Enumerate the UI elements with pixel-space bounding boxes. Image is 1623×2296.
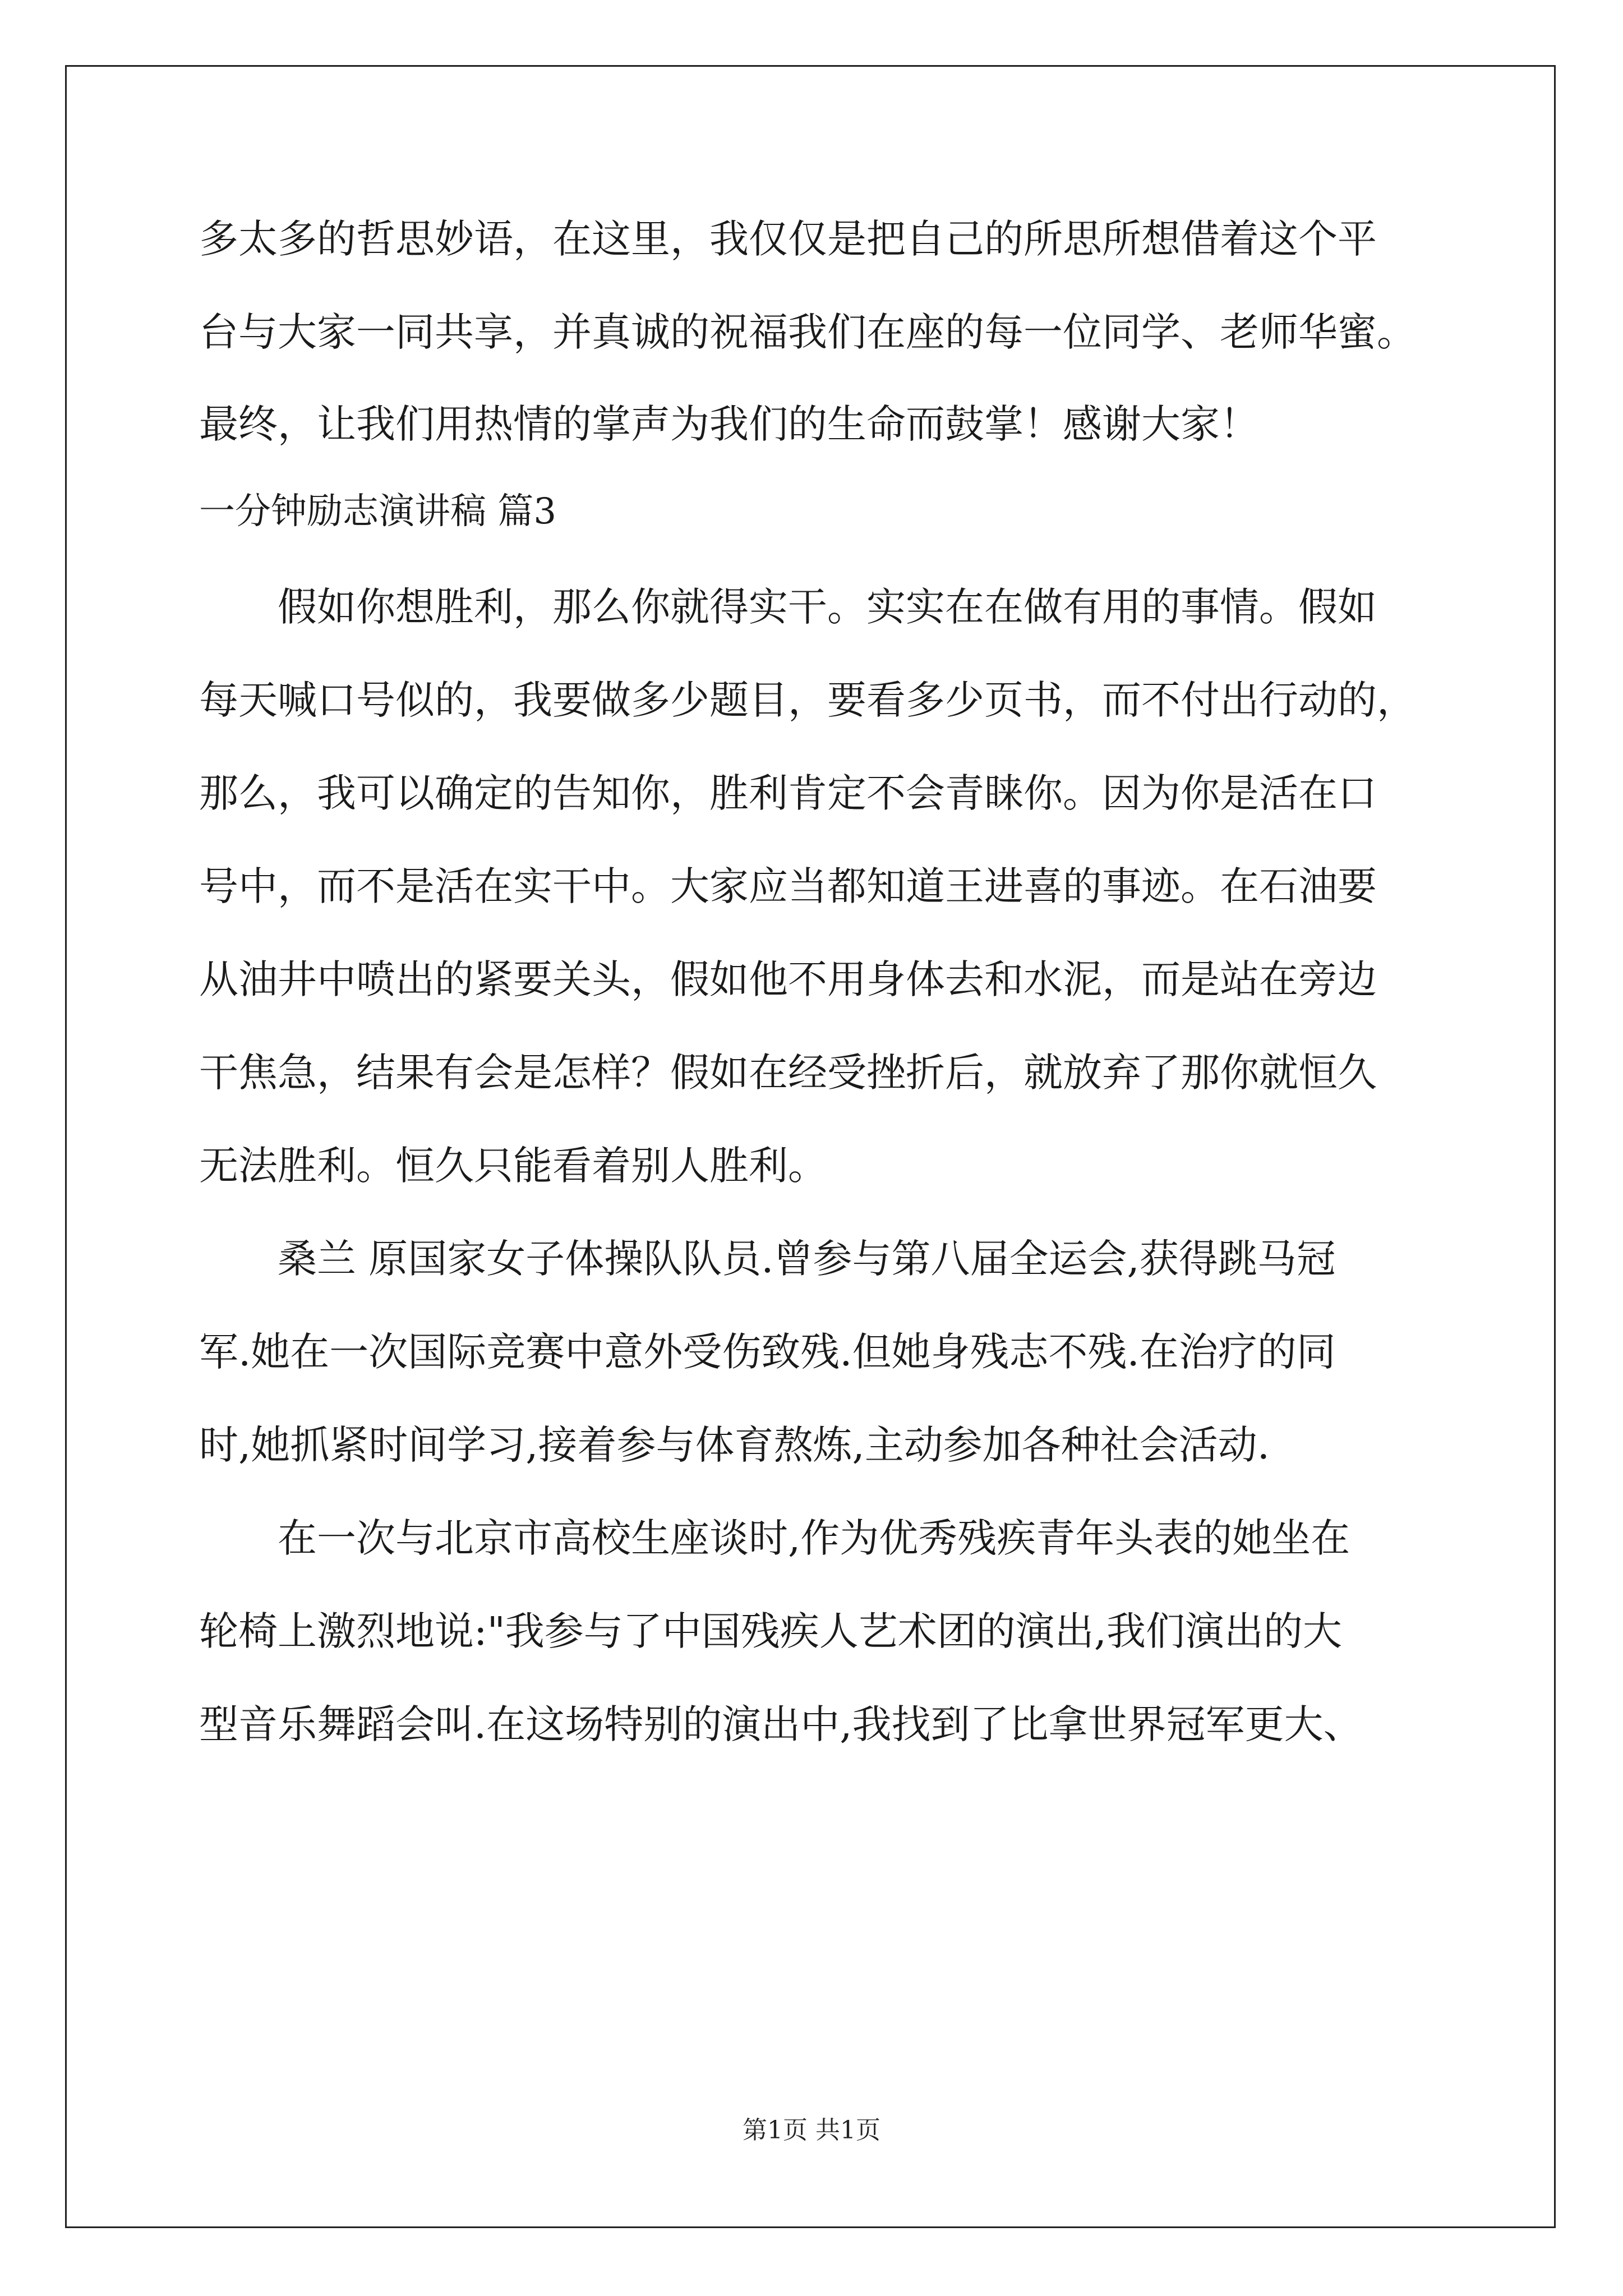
- text-line: 时,她抓紧时间学习,接着参与体育熬炼,主动参加各种社会活动.: [199, 1422, 1270, 1468]
- text-line: 轮椅上激烈地说:"我参与了中国残疾人艺术团的演出,我们演出的大: [199, 1608, 1343, 1654]
- text-line: 最终，让我们用热情的掌声为我们的生命而鼓掌！感谢大家！: [199, 401, 1259, 447]
- text-line: 多太多的哲思妙语，在这里，我仅仅是把自己的所思所想借着这个平: [199, 216, 1377, 262]
- text-line: 从油井中喷出的紧要关头，假如他不用身体去和水泥，而是站在旁边: [199, 956, 1377, 1002]
- text-line: 军.她在一次国际竞赛中意外受伤致残.但她身残志不残.在治疗的同: [199, 1329, 1336, 1375]
- page-footer: 第1页 共1页: [743, 2116, 880, 2145]
- text-line: 每天喊口号似的，我要做多少题目，要看多少页书，而不付出行动的，: [199, 677, 1416, 723]
- text-line: 型音乐舞蹈会叫.在这场特别的演出中,我找到了比拿世界冠军更大、: [199, 1701, 1363, 1747]
- text-line: 干焦急，结果有会是怎样？假如在经受挫折后，就放弃了那你就恒久: [199, 1050, 1377, 1096]
- paragraph-first-line: 桑兰 原国家女子体操队队员.曾参与第八届全运会,获得跳马冠: [278, 1236, 1336, 1282]
- paragraph-first-line: 在一次与北京市高校生座谈时,作为优秀残疾青年头表的她坐在: [278, 1515, 1350, 1561]
- text-line: 台与大家一同共享，并真诚的祝福我们在座的每一位同学、老师华蜜。: [199, 309, 1416, 355]
- section-heading: 一分钟励志演讲稿 篇3: [199, 491, 557, 532]
- text-line: 那么，我可以确定的告知你，胜利肯定不会青睐你。因为你是活在口: [199, 770, 1377, 816]
- text-line: 号中，而不是活在实干中。大家应当都知道王进喜的事迹。在石油要: [199, 863, 1377, 909]
- paragraph-first-line: 假如你想胜利，那么你就得实干。实实在在做有用的事情。假如: [278, 584, 1377, 630]
- text-line: 无法胜利。恒久只能看着别人胜利。: [199, 1143, 827, 1189]
